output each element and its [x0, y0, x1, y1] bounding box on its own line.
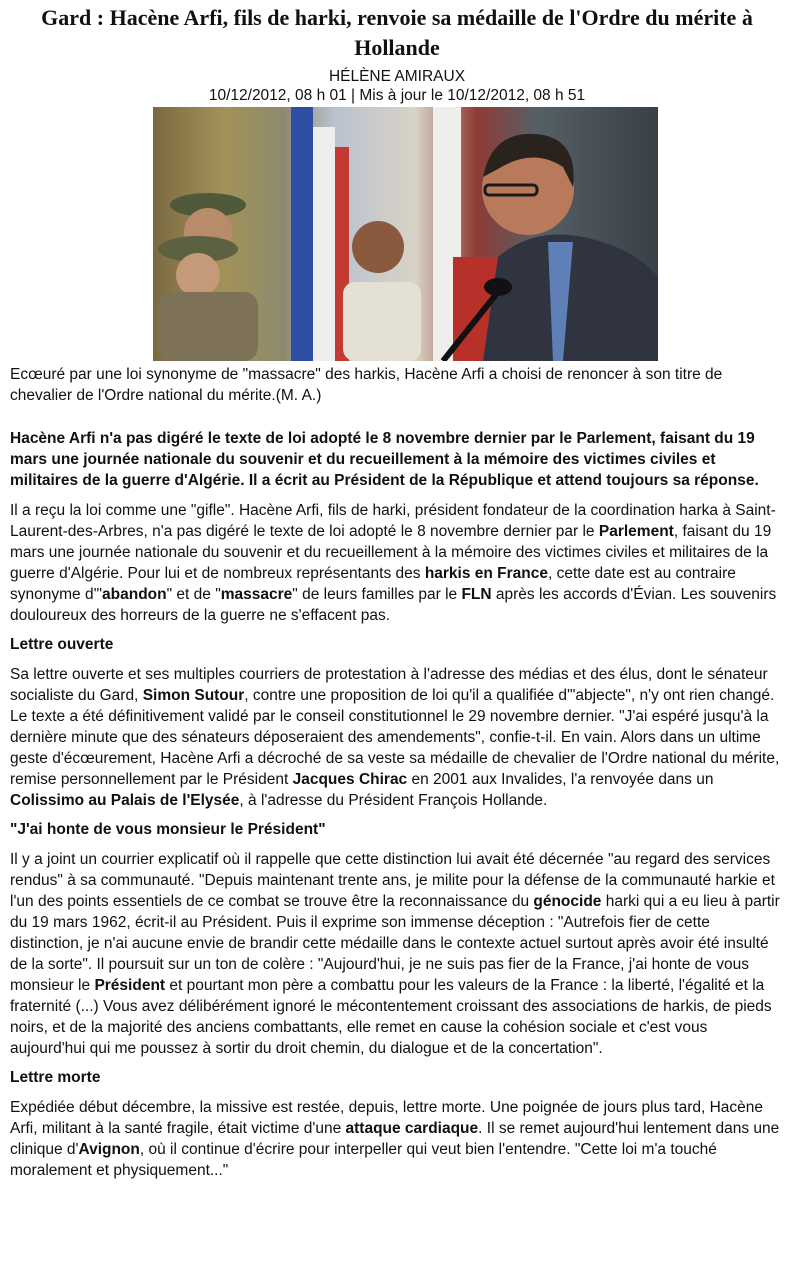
p2-bold-chirac: Jacques Chirac [292, 771, 408, 788]
veteran-body [158, 292, 258, 361]
p3-text-d: et pourtant mon père a combattu pour les valeurs de la France : la liberté, l'égalité et la fraternité (...) Vous avez délibérément ignoré le mécontentement croissant des associations de harkis, de pieds noirs, et de la majorité des anciens combattants, elle remet en cause la cohésion sociale et c'est vous aujourd'hui qui me poussez à sortir du droit chemin, du dialogue et de la concertation". [10, 977, 772, 1057]
p4-text-c: . Il se remet aujourd'hui lentement dans une clinique d' [10, 1120, 780, 1158]
article-paragraph-3 [10, 849, 784, 1059]
article-author: HÉLÈNE AMIRAUX [328, 68, 466, 85]
bystander-body [343, 282, 421, 361]
p1-text-g: après les accords d'Évian. Les souvenirs douloureux des horreurs de la guerre ne s'effacent pas. [10, 586, 777, 624]
p1-text-c: , faisant du 19 mars une journée nationale du souvenir et du recueillement à la mémoire des victimes civiles et militaires de la guerre d'Algérie. Pour lui et de nombreux représentants des [10, 523, 772, 582]
p1-bold-abandon: abandon [102, 586, 167, 603]
p3-text-a: Il y a joint un courrier explicatif où il rappelle que cette distinction lui avait été décernée "au regard des services rendus" à sa communauté. "Depuis maintenant trente ans, je milite pour la défense de la communauté harkie et l'un des points essentiels de ce combat se trouve être la reconnaissance du [10, 851, 775, 910]
article-headline: Gard : Hacène Arfi, fils de harki, renvoie sa médaille de l'Ordre du mérite à Hollande [41, 5, 753, 60]
p1-bold-fln: FLN [461, 586, 492, 603]
flag-blue [291, 107, 313, 361]
article-paragraph-1 [10, 500, 784, 626]
subheading-lettre-morte: Lettre morte [10, 1069, 101, 1086]
p1-text-d: , cette date est au contraire synonyme d'" [10, 565, 736, 603]
p1-text-f: " de leurs familles par le [292, 586, 462, 603]
veteran-head-2 [176, 253, 220, 297]
p2-text-a: Sa lettre ouverte et ses multiples courriers de protestation à l'adresse des médias et des élus, dont le sénateur socialiste du Gard, [10, 666, 768, 704]
article-lead: Hacène Arfi n'a pas digéré le texte de loi adopté le 8 novembre dernier par le Parlement, faisant du 19 mars une journée nationale du souvenir et du recueillement à la mémoire des victimes civiles et militaires de la guerre d'Algérie. Il a écrit au Président de la République et attend toujours sa réponse. [10, 430, 759, 489]
photo-illustration [153, 107, 658, 361]
flag-white [313, 127, 335, 361]
p2-text-e: , à l'adresse du Président François Hollande. [239, 792, 548, 809]
p3-text-c: harki qui a eu lieu à partir du 19 mars 1962, écrit-il au Président. Puis il exprime son immense déception : "Autrefois fier de cette distinction, je n'ai aucune envie de brandir cette médaille dans le contexte actuel surtout après avoir été insulté de la sorte". Il poursuit sur un ton de colère : "Aujourd'hui, je ne suis pas fier de la France, j'ai honte de vous monsieur le [10, 893, 780, 994]
p2-bold-sutour: Simon Sutour [142, 687, 245, 704]
p1-bold-massacre: massacre [220, 586, 293, 603]
p3-bold-president: Président [94, 977, 166, 994]
subheading-honte: "J'ai honte de vous monsieur le Président" [10, 821, 326, 838]
photo-caption: Ecœuré par une loi synonyme de "massacre" des harkis, Hacène Arfi a choisi de renoncer à son titre de chevalier de l'Ordre national du mérite.(M. A.) [10, 366, 723, 404]
article-photo [153, 107, 658, 361]
article-paragraph-4 [10, 1097, 784, 1181]
p1-bold-parlement: Parlement [598, 523, 674, 540]
p4-text-a: Expédiée début décembre, la missive est restée, depuis, lettre morte. Une poignée de jours plus tard, Hacène Arfi, militant à la santé fragile, était victime d'une [10, 1099, 764, 1137]
p3-bold-genocide: génocide [533, 893, 602, 910]
p2-text-c: , contre une proposition de loi qu'il a qualifiée d'"abjecte", n'y ont rien changé. Le texte a été définitivement validé par le conseil constitutionnel le 29 novembre dernier. "J'ai espéré jusqu'à la dernière minute que des sénateurs déposeraient des amendements", confie-t-il. En vain. Alors dans un ultime geste d'écœurement, Hacène Arfi a décroché de sa veste sa médaille de chevalier de l'Ordre national du mérite, remise personnellement par le Président [10, 687, 780, 788]
p1-bold-harkis: harkis en France [424, 565, 549, 582]
article-dateline: 10/12/2012, 08 h 01 | Mis à jour le 10/12/2012, 08 h 51 [208, 87, 586, 104]
subheading-lettre-ouverte: Lettre ouverte [10, 636, 114, 653]
p2-bold-colissimo: Colissimo au Palais de l'Elysée [10, 792, 240, 809]
bystander-head [352, 221, 404, 273]
microphone-icon [484, 278, 512, 296]
p4-text-d: , où il continue d'écrire pour interpeller qui veut bien l'entendre. "Cette loi m'a touché moralement et physiquement..." [10, 1141, 717, 1179]
p4-bold-avignon: Avignon [78, 1141, 140, 1158]
p4-bold-attaque: attaque cardiaque [345, 1120, 479, 1137]
p1-text-e: " et de " [166, 586, 221, 603]
article-page [0, 3, 794, 1280]
p1-text-a: Il a reçu la loi comme une "gifle". Hacène Arfi, fils de harki, président fondateur de la coordination harka à Saint-Laurent-des-Arbres, n'a pas digéré le texte de loi adopté le 8 novembre dernier par le [10, 502, 776, 540]
p2-text-d: en 2001 aux Invalides, l'a renvoyée dans un [407, 771, 714, 788]
article-paragraph-2 [10, 664, 784, 811]
